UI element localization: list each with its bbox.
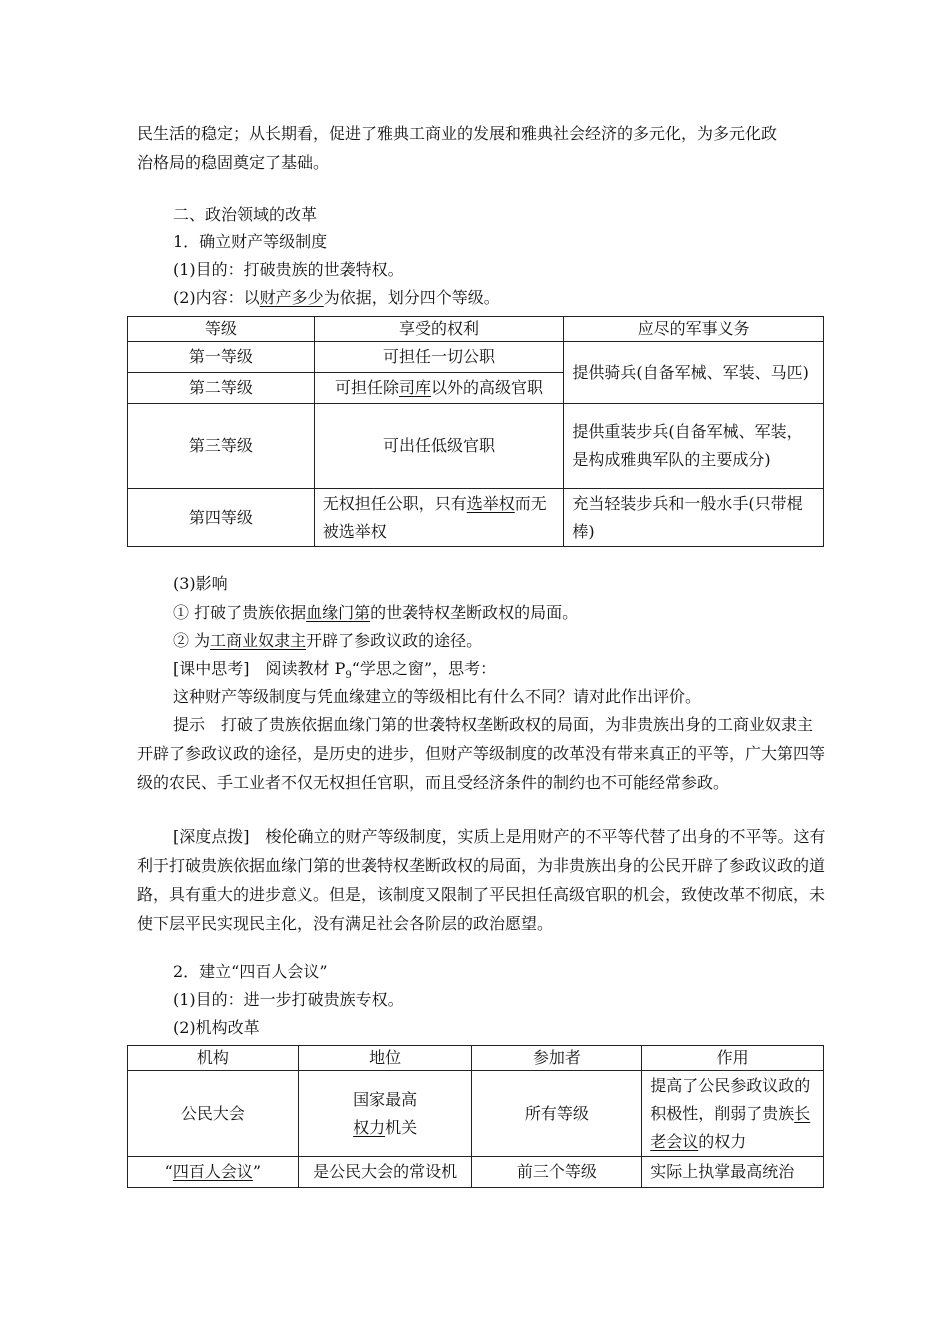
header-cell-duties: 应尽的军事义务 (564, 317, 824, 342)
rights-text: 可担任除 (335, 378, 400, 397)
duty-cell: 充当轻装步兵和一般水手(只带棍棒) (564, 489, 824, 547)
hint-paragraph: 提示 打破了贵族依据血缘门第的世袭特权垄断政权的局面，为非贵族出身的工商业奴隶主开辟了参政议政的途径，是历史的进步，但财产等级制度的改革没有带来真正的平等，广大第四等级的农民、手工业者不仅无权担任官职，而且受经济条件的制约也不可能经常参政。 (137, 715, 826, 792)
rights-cell (314, 489, 564, 547)
role-cell (642, 1071, 824, 1157)
role-text: 的权力 (698, 1131, 747, 1151)
level-cell: 第四等级 (128, 489, 315, 547)
rights-underlined: 选举权 (466, 493, 515, 513)
impact-text: 开辟了参政议政的途径。 (306, 631, 483, 650)
table-header-row (128, 1046, 824, 1071)
think-question: 这种财产等级制度与凭血缘建立的等级相比有什么不同？请对此作出评价。 (173, 687, 702, 706)
content-underlined: 财产多少 (259, 288, 324, 307)
content-suffix: 为依据，划分四个等级。 (323, 288, 500, 307)
item2-title: 2．建立“四百人会议” (173, 962, 328, 981)
status-text: 机关 (385, 1117, 418, 1137)
rights-underlined: 司库 (399, 378, 432, 397)
impact-underlined: 血缘门第 (306, 603, 371, 622)
impact-text: ② 为 (173, 631, 211, 650)
org-cell: 公民大会 (128, 1071, 299, 1157)
impact-2 (173, 629, 482, 653)
item2-reform: (2)机构改革 (173, 1018, 260, 1037)
level-cell: 第一等级 (128, 342, 315, 373)
rights-cell: 可出任低级官职 (314, 404, 564, 489)
org-cell (128, 1157, 299, 1188)
quote-mark: “ (164, 1162, 173, 1181)
property-class-table (127, 316, 824, 547)
role-underlined: 长老会议 (650, 1103, 811, 1151)
header-cell-org: 机构 (128, 1046, 299, 1071)
think-text: [课中思考] 阅读教材 P (173, 659, 346, 678)
table-row (128, 489, 824, 547)
role-cell: 实际上执掌最高统治 (642, 1157, 824, 1188)
header-cell-role: 作用 (642, 1046, 824, 1071)
rights-text: 而无被选举权 (322, 493, 547, 541)
page-subscript: 9 (345, 670, 352, 682)
status-text: 国家最高 (353, 1089, 418, 1109)
quote-mark: ” (252, 1162, 262, 1181)
content-prefix: (2)内容：以 (173, 288, 260, 307)
think-text: “学思之窗”，思考： (351, 659, 497, 678)
deep-paragraph: [深度点拨] 梭伦确立的财产等级制度，实质上是用财产的不平等代替了出身的不平等。这有利于打破贵族依据血缘门第的世袭特权垄断政权的局面，为非贵族出身的公民开辟了参政议政的道路，具有重大的进步意义。但是，该制度又限制了平民担任高级官职的机会，致使改革不彻底，未使下层平民实现民主化，没有满足社会各阶层的政治愿望。 (137, 827, 826, 933)
level-cell: 第三等级 (128, 404, 315, 489)
item1-title: 1．确立财产等级制度 (173, 232, 328, 251)
org-underlined: 四百人会议 (172, 1162, 253, 1181)
members-cell: 前三个等级 (472, 1157, 642, 1188)
role-text: 提高了公民参政议政的积极性，削弱了贵族 (650, 1075, 811, 1123)
think-prompt (173, 657, 496, 688)
rights-text: 无权担任公职，只有 (322, 493, 467, 513)
status-cell: 是公民大会的常设机 (298, 1157, 472, 1188)
status-underlined: 权力 (353, 1117, 386, 1137)
header-cell-rights: 享受的权利 (314, 317, 564, 342)
rights-text: 以外的高级官职 (431, 378, 544, 397)
table-row (128, 342, 824, 373)
table-row (128, 404, 824, 489)
impact-1 (173, 601, 578, 625)
intro-line-1: 民生活的稳定；从长期看，促进了雅典工商业的发展和雅典社会经济的多元化，为多元化政 (137, 124, 778, 143)
item1-content (173, 286, 500, 310)
rights-cell: 可担任一切公职 (314, 342, 564, 373)
impact-title: (3)影响 (173, 574, 228, 593)
table-row (128, 1071, 824, 1157)
level-cell: 第二等级 (128, 373, 315, 404)
header-cell-members: 参加者 (472, 1046, 642, 1071)
duty-cell: 提供重装步兵(自备军械、军装，是构成雅典军队的主要成分) (564, 404, 824, 489)
item1-purpose: (1)目的：打破贵族的世袭特权。 (173, 260, 404, 279)
table-header-row (128, 317, 824, 342)
duty-cell: 提供骑兵(自备军械、军装、马匹) (564, 342, 824, 404)
impact-text: ① 打破了贵族依据 (173, 603, 307, 622)
members-cell: 所有等级 (472, 1071, 642, 1157)
intro-line-2: 治格局的稳固奠定了基础。 (137, 153, 330, 172)
header-cell-level: 等级 (128, 317, 315, 342)
header-cell-status: 地位 (298, 1046, 472, 1071)
table-row (128, 1157, 824, 1188)
rights-cell (314, 373, 564, 404)
institution-table (127, 1045, 824, 1188)
impact-text: 的世袭特权垄断政权的局面。 (370, 603, 579, 622)
item2-purpose: (1)目的：进一步打破贵族专权。 (173, 990, 404, 1009)
status-cell (298, 1071, 472, 1157)
intro-paragraph (137, 119, 827, 177)
impact-underlined: 工商业奴隶主 (210, 631, 307, 650)
section-heading: 二、政治领域的改革 (173, 205, 318, 224)
